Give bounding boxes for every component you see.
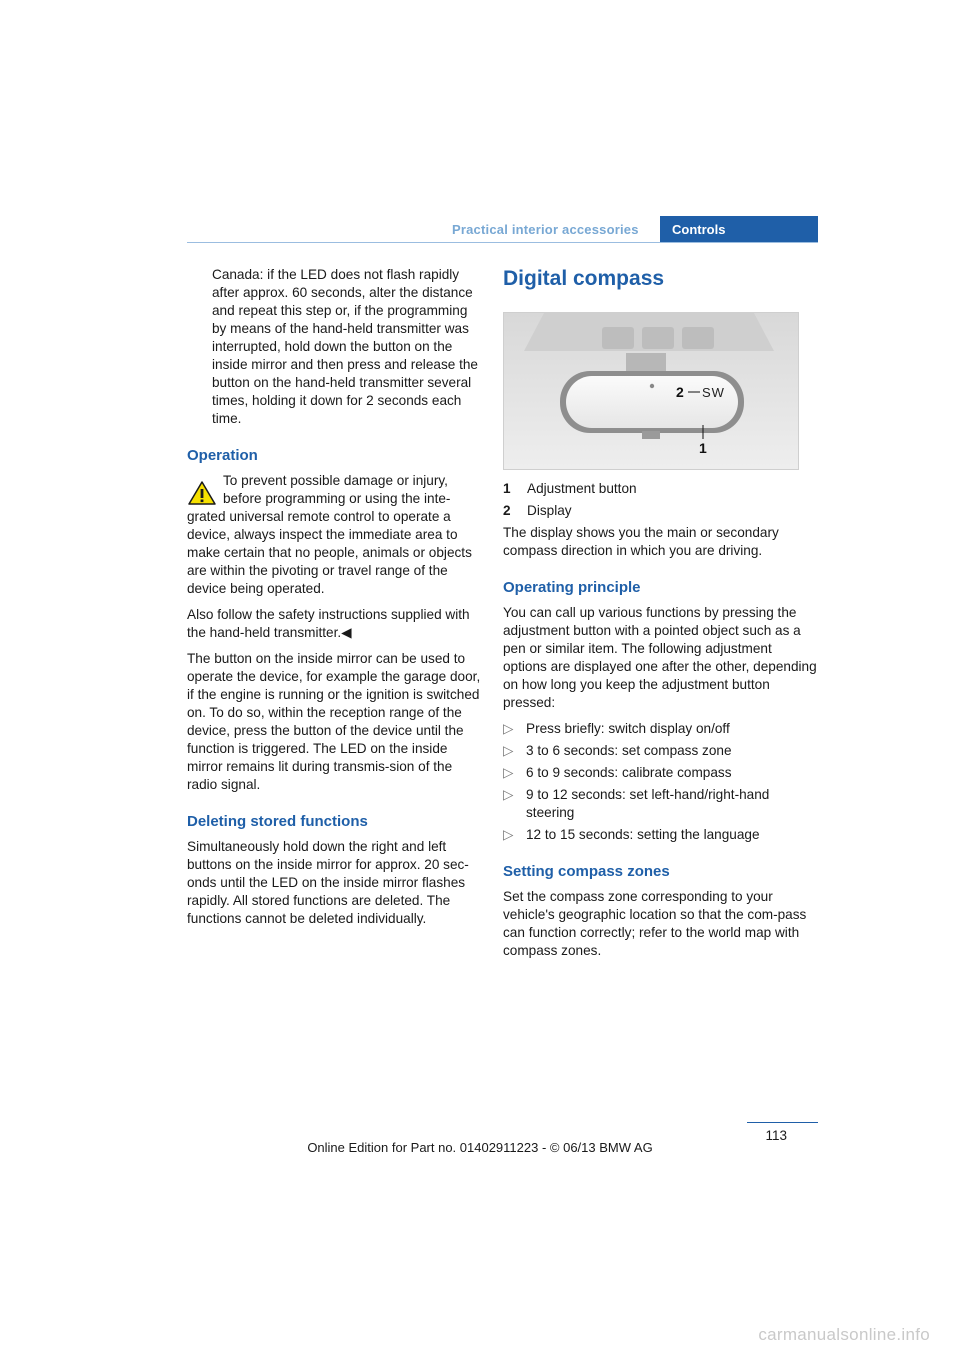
list-item	[503, 742, 819, 760]
legend-item	[503, 502, 819, 520]
list-item-text: 3 to 6 seconds: set compass zone	[526, 743, 732, 758]
warning-block	[187, 472, 482, 598]
right-column	[503, 266, 819, 968]
legend-number: 1	[503, 481, 511, 496]
warning-icon	[187, 480, 217, 506]
list-item	[503, 764, 819, 782]
legend-number: 2	[503, 503, 511, 518]
operation-heading: Operation	[187, 447, 258, 464]
warning-text-rest: grated universal remote control to operate a device, always inspect the immediate area to make certain that no people, animals or objects are within the pivoting or travel range of the device being operated.	[187, 509, 472, 596]
rearview-mirror-illustration	[504, 313, 798, 469]
display-description: The display shows you the main or secondary compass direction in which you are driving.	[503, 525, 779, 558]
canada-paragraph: Canada: if the LED does not flash rapidly after approx. 60 seconds, alter the distance and repeat this step or, if the programming by means of the hand-held transmitter was interrupted, hold down the button on the inside mirror and then press and release the button on the hand-held transmitter several times, holding it down for 2 seconds each time.	[212, 267, 478, 426]
operation-body: The button on the inside mirror can be used to operate the device, for example the garage door, if the engine is running or the ignition is switched on. To do so, within the reception range of the device, press the button of the device until the function is triggered. The LED on the inside mirror remains lit during transmis-sion of the radio signal.	[187, 651, 481, 792]
header-section-title: Practical interior accessories	[452, 222, 639, 237]
deleting-heading: Deleting stored functions	[187, 813, 368, 830]
page-number: 113	[765, 1128, 787, 1143]
compass-display-text: SW	[702, 385, 725, 400]
operating-principle-body: You can call up various functions by pressing the adjustment button with a pointed object such as a pen or similar item. The following adjustment options are displayed one after the other, depending on how long you keep the adjustment button pressed:	[503, 605, 817, 710]
legend-label: Adjustment button	[527, 481, 637, 496]
bullet-arrow-icon: ▷	[503, 743, 514, 758]
callout-1: 1	[699, 440, 707, 456]
header-chapter-tab: Controls	[660, 216, 818, 243]
callout-2: 2	[676, 384, 684, 400]
list-item	[503, 720, 819, 738]
compass-zones-body: Set the compass zone corresponding to your vehicle's geographic location so that the com-pass can function correctly; refer to the world map with compass zones.	[503, 889, 807, 958]
left-column	[187, 266, 482, 936]
page-number-rule	[747, 1122, 818, 1123]
header-rule	[187, 242, 818, 243]
list-item	[503, 826, 819, 844]
operating-principle-heading: Operating principle	[503, 579, 641, 596]
list-item-text: 9 to 12 seconds: set left-hand/right-hand steering	[526, 787, 770, 820]
follow-instructions-paragraph: Also follow the safety instructions supplied with the hand-held transmitter.◀	[187, 607, 470, 640]
mirror-figure	[503, 312, 799, 470]
list-item-text: 6 to 9 seconds: calibrate compass	[526, 765, 732, 780]
warning-text-first: To prevent possible damage or injury, before programming or using the inte-	[223, 473, 451, 506]
bullet-arrow-icon: ▷	[503, 787, 514, 802]
list-item	[503, 786, 819, 822]
compass-zones-heading: Setting compass zones	[503, 863, 670, 880]
edition-footer: Online Edition for Part no. 01402911223 - © 06/13 BMW AG	[307, 1140, 653, 1155]
bullet-arrow-icon: ▷	[503, 721, 514, 736]
bullet-arrow-icon: ▷	[503, 827, 514, 842]
list-item-text: 12 to 15 seconds: setting the language	[526, 827, 760, 842]
duration-list	[503, 720, 819, 844]
site-watermark[interactable]: carmanualsonline.info	[758, 1325, 930, 1344]
legend-label: Display	[527, 503, 572, 518]
bullet-arrow-icon: ▷	[503, 765, 514, 780]
digital-compass-title: Digital compass	[503, 267, 665, 290]
figure-legend	[503, 480, 819, 520]
deleting-body: Simultaneously hold down the right and left buttons on the inside mirror for approx. 20 sec-onds until the LED on the inside mirror flashes rapidly. All stored functions are deleted. The functions cannot be deleted individually.	[187, 839, 469, 926]
legend-item	[503, 480, 819, 498]
list-item-text: Press briefly: switch display on/off	[526, 721, 730, 736]
